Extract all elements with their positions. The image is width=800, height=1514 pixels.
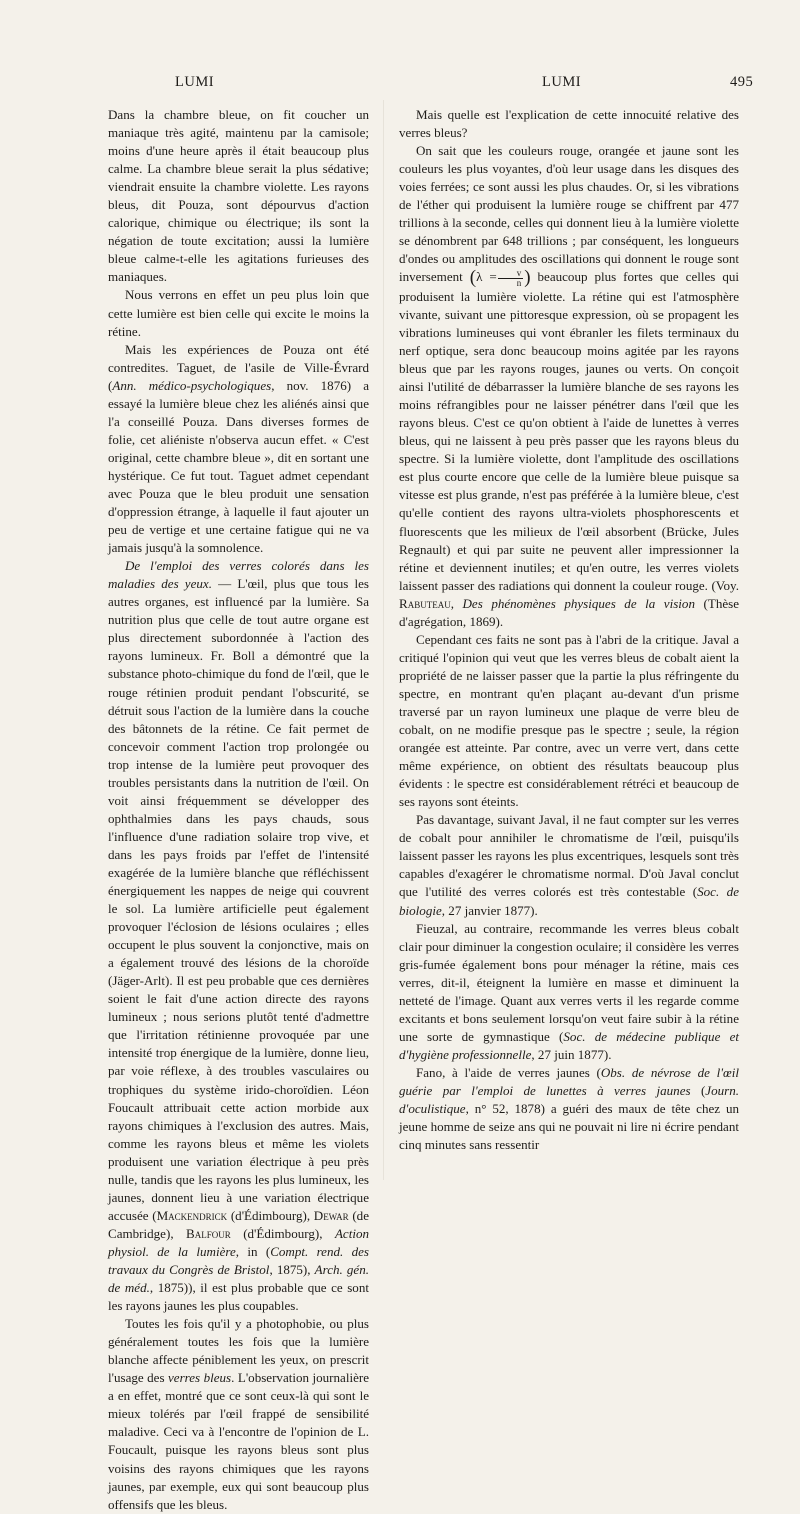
right-column	[399, 106, 739, 1154]
citation: Ann. médico-psychologiques	[112, 377, 272, 393]
emphasis: verres bleus	[168, 1370, 232, 1386]
running-head-left: LUMI	[175, 74, 215, 90]
citation: Soc. de biologie	[399, 884, 739, 918]
paragraph: Mais quelle est l'explication de cette innocuité relative des verres bleus?	[399, 107, 739, 141]
paragraph: Mais les expériences de Pouza ont été contredites. Taguet, de l'asile de Ville-Évrard (Ann. médico-psychologiques, nov. 1876) a essayé la lumière bleue chez les aliénés ainsi que l'a conseillé Pouza. Dans diverses formes de folie, cet aliéniste n'observa aucun effet. « C'est original, cette chambre bleue », dit en sortant une hystérique. Ce fut tout. Taguet admet cependant avec Pouza que le bleu produit une sensation d'oppression étrange, à laquelle il faut ajouter un peu de vertige et une certaine fatigue qui ne va jamais jusqu'à la somnolence.	[108, 341, 369, 556]
citation: Compt. rend. des travaux du Congrès de Bristol	[108, 1243, 370, 1277]
left-column	[108, 106, 369, 1514]
paragraph: Fieuzal, au contraire, recommande les verres bleus cobalt clair pour diminuer la congestion oculaire; il considère les verres gris-fumée également bons pour ménager la rétine, mais ces verres, dit-il, éteignent la lumière en masse et diminuent la netteté de l'image. Quant aux verres verts il les regarde comme excitants et bons seulement lorsqu'on veut faire subir à la rétine une sorte de gymnastique (Soc. de médecine publique et d'hygiène professionnelle, 27 juin 1877).	[399, 920, 739, 1062]
author-name: Dewar	[313, 1207, 349, 1223]
paragraph: Nous verrons en effet un peu plus loin que cette lumière est bien celle qui excite le moins la rétine.	[108, 287, 369, 339]
running-head-right: LUMI	[542, 74, 582, 90]
author-name: Mackendrick	[156, 1207, 228, 1223]
citation: Obs. de névrose de l'œil guérie par l'emploi de lunettes à verres jaunes	[399, 1064, 739, 1098]
paragraph: Dans la chambre bleue, on fit coucher un maniaque très agité, maintenu par la camisole; moins d'une heure après il était beaucoup plus calme. La chambre bleue serait la plus sédative; viendrait ensuite la chambre violette. Les rayons bleus, dit Pouza, sont dépourvus d'action calorique, chimique ou électrique; ils sont la négation de toute excitation; aussi la lumière bleue calme-t-elle les agitations furieuses des maniaques.	[108, 107, 369, 285]
paragraph: De l'emploi des verres colorés dans les maladies des yeux. — L'œil, plus que tous les autres organes, est influencé par la lumière. Sa nutrition plus que celle de tout autre organe est plus directement subordonnée à l'action des rayons lumineux. Fr. Boll a démontré que la substance photo-chimique du fond de l'œil, que le rouge rétinien produit pendant l'obscurité, se détruit sous l'action de la lumière dans la couche des bâtonnets de la rétine. Ce fait permet de concevoir comment l'action trop prolongée ou trop intense de la lumière peut provoquer des troubles persistants dans la nutrition de l'œil. On voit ainsi fréquemment se développer des ophthalmies dans les pays chauds, sous l'influence d'une radiation solaire trop vive, et dans les pays froids par l'effet de l'intensité exagérée de la lumière blanche que réfléchissent énergiquement les nappes de neige qui couvrent le sol. La lumière artificielle peut également provoquer l'éclosion de lésions oculaires ; elles occupent le plus souvent la conjonctive, mais on a également trouvé des lésions de la choroïde (Jäger-Arlt). Il est peu probable que ces dernières soient le fait d'une action directe des rayons lumineux ; nous serions plutôt tenté d'admettre que l'irritation rétinienne provoquée par une intensité trop énergique de la lumière, donne lieu, par voie réflexe, à des troubles vasculaires ou trophiques du système irido-choroïdien. Léon Foucault attribuait cette action morbide aux rayons chimiques à l'exclusion des autres. Mais, comme les rayons bleus et même les violets produisent une variation électrique à peu près nulle, tandis que les rayons les plus lumineux, les jaunes, donnent lieu à une variation électrique accusée (Mackendrick (d'Édimbourg), Dewar (de Cambridge), Balfour (d'Édimbourg), Action physiol. de la lumière, in (Compt. rend. des travaux du Congrès de Bristol, 1875), Arch. gén. de méd., 1875)), il est plus probable que ce sont les rayons jaunes les plus coupables.	[108, 558, 370, 1314]
citation: Soc. de médecine publique et d'hygiène professionnelle	[399, 1028, 739, 1062]
citation: Des phénomènes physiques de la vision	[462, 595, 695, 611]
fraction: $\frac{v}{n}$	[498, 269, 524, 288]
column-gutter	[383, 100, 384, 1180]
paragraph: Cependant ces faits ne sont pas à l'abri de la critique. Javal a critiqué l'opinion qui veut que les verres bleus de cobalt aient la propriété de ne laisser passer que la partie la plus réfringente du spectre, en montrant qu'en plaçant au-devant d'un prisme traversé par un rayon lumineux une plaque de verre bleu de cobalt, on ne modifie presque pas le spectre ; seule, la région orangée est atteinte. Par contre, avec un verre vert, dans cette même expérience, on obtient des résultats beaucoup plus évidents : le spectre est considérablement rétréci et beaucoup de ses rayons sont éteints.	[399, 631, 739, 810]
formula: (λ = $\frac{v}{n}$ )	[469, 267, 531, 289]
citation: Action physiol. de la lumière	[108, 1225, 369, 1259]
paragraph: Fano, à l'aide de verres jaunes (Obs. de névrose de l'œil guérie par l'emploi de lunettes à verres jaunes (Journ. d'oculistique, n° 52, 1878) a guéri des maux de tête chez un jeune homme de seize ans qui ne pouvait ni lire ni écrire pendant cinq minutes sans ressentir	[399, 1064, 739, 1153]
paragraph: Pas davantage, suivant Javal, il ne faut compter sur les verres de cobalt pour annihiler le chromatisme de l'œil, puisqu'ils laissent passer les rayons les plus excentriques, lesquels sont très capables d'exagérer le chromatisme normal. D'où Javal conclut que l'utilité des verres colorés est très contestable (Soc. de biologie, 27 janvier 1877).	[399, 812, 739, 918]
author-name: Rabuteau	[399, 595, 451, 611]
citation: Arch. gén. de méd.	[108, 1262, 369, 1296]
author-name: Balfour	[186, 1225, 231, 1241]
citation: Journ. d'oculistique	[399, 1082, 739, 1117]
section-heading: De l'emploi des verres colorés dans les maladies des yeux.	[108, 558, 369, 592]
paragraph: Toutes les fois qu'il y a photophobie, ou plus généralement toutes les fois que la lumière blanche affecte péniblement les yeux, on prescrit l'usage des verres bleus. L'observation journalière a en effet, montré que ce sont ceux-là qui sont le mieux tolérés par l'œil frappé de sensibilité maladive. Ceci va à l'encontre de l'opinion de L. Foucault, puisque les rayons bleus sont plus voisins des rayons chimiques que les rayons jaunes, par exemple, eux qui sont beaucoup plus offensifs que les bleus.	[108, 1316, 370, 1512]
paragraph: On sait que les couleurs rouge, orangée et jaune sont les couleurs les plus voyantes, d'où leur usage dans les disques des voies ferrées; ce sont aussi les plus chaudes. Or, si les vibrations de l'éther qui produisent la lumière rouge se chiffrent par 477 trillions à la seconde, celles qui donnent lieu à la lumière violette se dénombrent par 648 trillions ; par conséquent, les longueurs d'ondes ou amplitudes des oscillations qui donnent le rouge sont inversement (λ = $\frac{v}{n}$ ) beaucoup plus fortes que celles qui produisent la lumière violette. La rétine qui est l'atmosphère vivante, suivant une pittoresque expression, où se propagent les vibrations lumineuses qui vont ébranler les filets terminaux du nerf optique, sera donc beaucoup moins agitée par les rayons bleus que par les rayons rouges, jaunes ou verts. On conçoit ainsi l'utilité de débarrasser la lumière blanche de ses rayons les moins réfrangibles pour ne laisser pénétrer dans l'œil que les rayons bleus. C'est ce qu'on obtient à l'aide de lunettes à verres bleus, qui ne laissent à peu près passer que les rayons bleus du spectre. Si la lumière violette, dont l'amplitude des oscillations est plus courte encore que celle de la lumière bleue puisque sa vitesse est plus grande, n'est pas préférée à la lumière bleue, c'est qu'elle contient des rayons ultra-violets phosphorescents et fluorescents que les milieux de l'œil absorbent (Brücke, Jules Regnault) et qui par suite ne peuvent aller impressionner la rétine et deviennent inutiles; et qu'en outre, les verres violets laissent passer des radiations qui donnent la couleur rouge. (Voy. Rabuteau, Des phénomènes physiques de la vision (Thèse d'agrégation, 1869).	[399, 143, 740, 629]
page-number: 495	[730, 74, 754, 90]
